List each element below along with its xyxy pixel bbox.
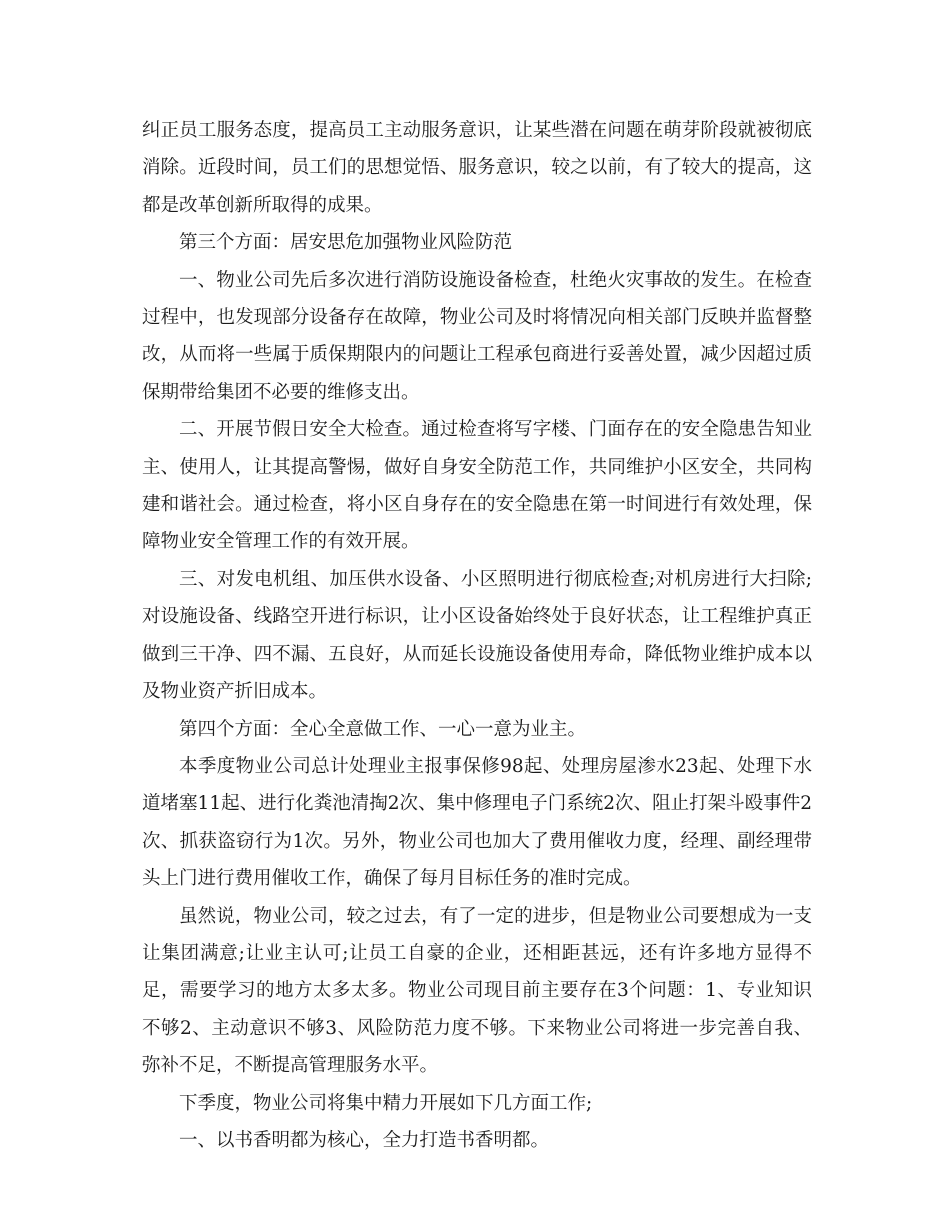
paragraph-holiday-safety-inspection: 二、开展节假日安全大检查。通过检查将写字楼、门面存在的安全隐患告知业主、使用人，让其提高警惕，做好自身安全防范工作，共同维护小区安全，共同构建和谐社会。通过检查，将小区自身存在的安全隐患在第一时间进行有效处理，保障物业安全管理工作的有效开展。 bbox=[142, 419, 812, 553]
document-body bbox=[142, 112, 812, 1159]
paragraph-next-quarter-item-one: 一、以书香明都为核心，全力打造书香明都。 bbox=[179, 1129, 550, 1151]
section-heading-owner-service: 第四个方面：全心全意做工作、一心一意为业主。 bbox=[179, 718, 587, 740]
paragraph-existing-problems: 虽然说，物业公司，较之过去，有了一定的进步，但是物业公司要想成为一支让集团满意;让业主认可;让员工自豪的企业，还相距甚远，还有许多地方显得不足，需要学习的地方太多太多。物业公司现目前主要存在3个问题：1、专业知识不够2、主动意识不够3、风险防范力度不够。下来物业公司将进一步完善自我、弥补不足，不断提高管理服务水平。 bbox=[142, 905, 812, 1077]
paragraph-equipment-inspection: 三、对发电机组、加压供水设备、小区照明进行彻底检查;对机房进行大扫除;对设施设备、线路空开进行标识，让小区设备始终处于良好状态，让工程维护真正做到三干净、四不漏、五良好，从而延长设施设备使用寿命，降低物业维护成本以及物业资产折旧成本。 bbox=[142, 568, 812, 703]
paragraph-quarter-statistics: 本季度物业公司总计处理业主报事保修98起、处理房屋渗水23起、处理下水道堵塞11起、进行化粪池清掏2次、集中修理电子门系统2次、阻止打架斗殴事件2次、抓获盗窃行为1次。另外，物业公司也加大了费用催收力度，经理、副经理带头上门进行费用催收工作，确保了每月目标任务的准时完成。 bbox=[142, 755, 812, 890]
paragraph-continued-service-attitude: 纠正员工服务态度，提高员工主动服务意识，让某些潜在问题在萌芽阶段就被彻底消除。近段时间，员工们的思想觉悟、服务意识，较之以前，有了较大的提高，这都是改革创新所取得的成果。 bbox=[142, 120, 812, 216]
paragraph-fire-safety-inspection: 一、物业公司先后多次进行消防设施设备检查，杜绝火灾事故的发生。在检查过程中，也发现部分设备存在故障，物业公司及时将情况向相关部门反映并监督整改，从而将一些属于质保期限内的问题让工程承包商进行妥善处置，减少因超过质保期带给集团不必要的维修支出。 bbox=[142, 269, 812, 403]
paragraph-next-quarter-intro: 下季度，物业公司将集中精力开展如下几方面工作; bbox=[179, 1092, 593, 1114]
section-heading-risk-prevention: 第三个方面：居安思危加强物业风险防范 bbox=[179, 232, 513, 254]
